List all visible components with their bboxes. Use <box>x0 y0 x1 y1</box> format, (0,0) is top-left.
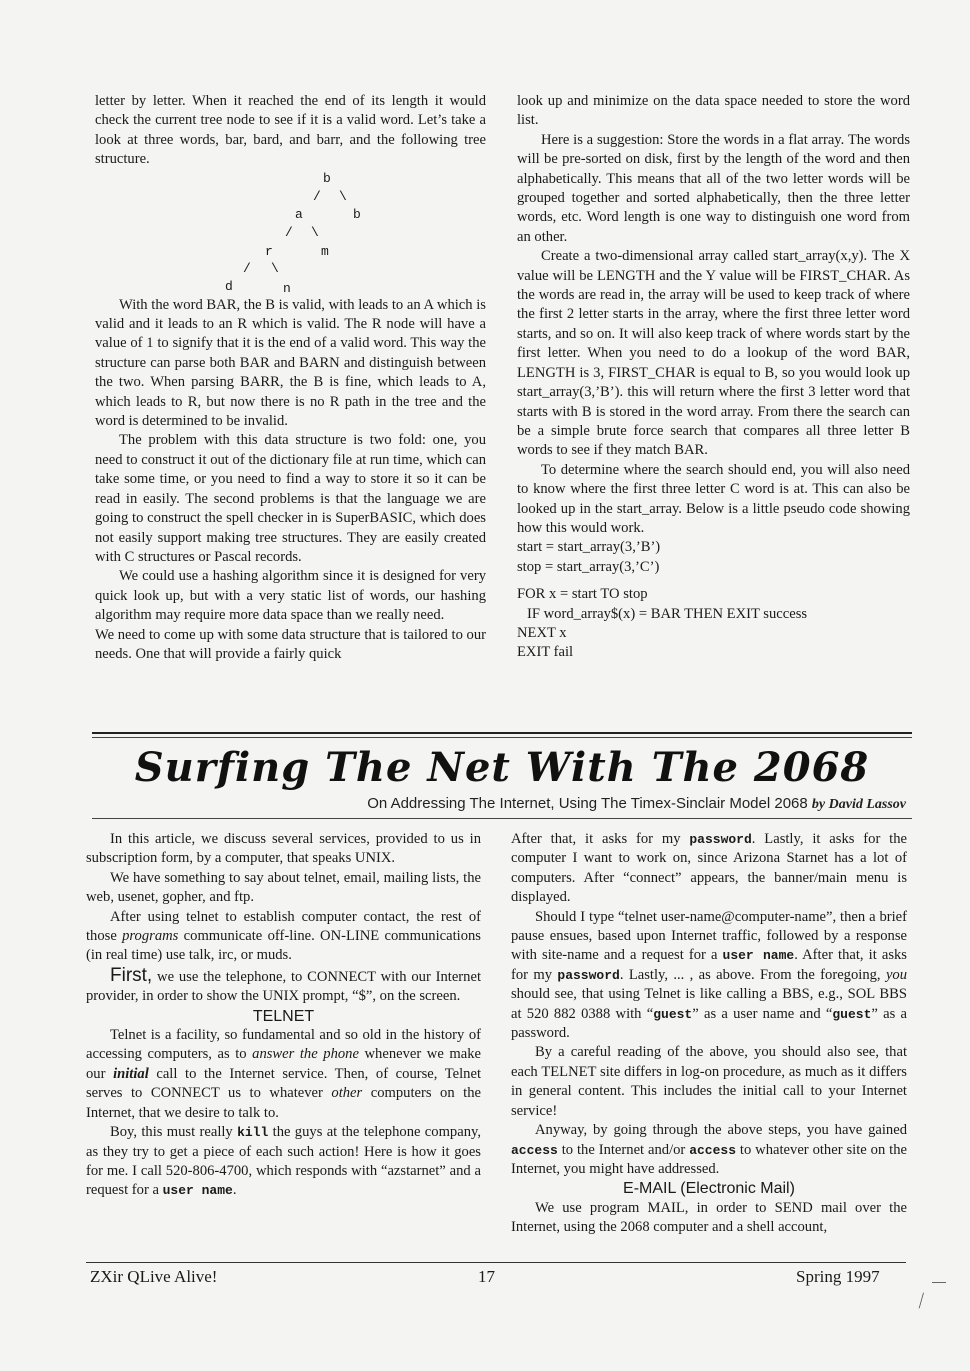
paragraph: With the word BAR, the B is valid, with leads to an A which is valid and it leads to an R which is valid. The R node will have a value of 1 to signify that it is the end of a valid word. This way the structure can parse both BAR and BARN and distinguish between the two. When parsing BARR, the B is fine, which leads to A, which leads to R, but now there is no R path in the tree and the word is determined to be invalid. <box>95 296 486 430</box>
pseudo-code <box>517 538 910 662</box>
paragraph: First, we use the telephone, to CONNECT with our Internet provider, in order to show the UNIX prompt, “$”, on the screen. <box>86 964 481 1005</box>
paragraph: We need to come up with some data structure that is tailored to our needs. One that will provide a fairly quick <box>95 626 486 662</box>
tree-node: d <box>225 278 233 294</box>
top-left-column <box>95 92 486 664</box>
paragraph: Boy, this must really kill the guys at the telephone company, as they try to get a piece of each such action! Here is how it goes for me. I call 520-806-4700, which responds with “azstarnet” and a request for a user name. <box>86 1124 482 1199</box>
article-author: by David Lassov <box>811 797 906 812</box>
tree-node: b <box>353 206 361 222</box>
paragraph: The problem with this data structure is two fold: one, you need to construct it out of the dictionary file at run time, which can take some time, or you need to find a way to store it so it can be read in easily. The second problems is that the language we are going to construct the spell checker in is SuperBASIC, which does not easily support making tree structures. They are easily created with C structures or Pascal records. <box>95 432 486 565</box>
paragraph: look up and minimize on the data space needed to store the word list. <box>517 93 910 129</box>
scan-mark: ⁄ <box>916 1290 927 1312</box>
footer-page-number: 17 <box>478 1267 495 1286</box>
tree-edge: \ <box>271 260 279 276</box>
divider-rule <box>92 737 912 738</box>
code-line: stop = start_array(3,’C’) <box>517 558 660 575</box>
divider-rule <box>92 818 912 819</box>
tree-node: a <box>295 206 303 222</box>
paragraph: Should I type “telnet user-name@computer-name”, then a brief pause ensues, based upon Internet traffic, followed by a response with site-name and a request for a user name. After that, it asks for my password. Lastly, ... , as above. From the foregoing, you should see, that using Telnet is like calling a BBS, e.g., SOL BBS at 520 882 0388 with “guest” as a user name and “guest” as a password. <box>511 908 908 1042</box>
code-line: FOR x = start TO stop <box>517 586 648 603</box>
bottom-right-column <box>511 830 907 1238</box>
footer-rule <box>86 1262 906 1263</box>
code-line: EXIT fail <box>517 644 574 661</box>
paragraph: We have something to say about telnet, email, mailing lists, the web, usenet, gopher, and ftp. <box>86 869 481 906</box>
tree-edge: \ <box>339 188 347 204</box>
article-subtitle: On Addressing The Internet, Using The Timex-Sinclair Model 2068 <box>367 795 808 812</box>
paragraph: By a careful reading of the above, you should also see, that each TELNET site differs in log-on procedure, as much as it differs in general content. This includes the initial call to your Internet service! <box>511 1044 907 1119</box>
tree-edge: / <box>243 260 251 276</box>
scan-mark <box>932 1282 946 1283</box>
tree-diagram <box>95 170 486 296</box>
paragraph: Here is a suggestion: Store the words in a flat array. The words will be pre-sorted on disk, first by the length of the word and then alphabetically. This means that all of the two letter words will be grouped together and sorted alphabetically, then the three letter words, etc. Word length is one way to distinguish one word from an other. <box>517 131 910 245</box>
paragraph: To determine where the search should end, you will also need to know where the first three letter C word is at. This can also be looked up in the start_array. Below is a little pseudo code showing how this would work. <box>517 461 910 536</box>
paragraph: We use program MAIL, in order to SEND mail over the Internet, using the 2068 computer and a shell account, <box>511 1199 907 1236</box>
article-headline: Surfing The Net With The 2068 <box>134 744 870 791</box>
paragraph: We could use a hashing algorithm since it is designed for very quick look up, but with a very static list of words, our hashing algorithm may require more data space than we really need. <box>95 568 486 624</box>
tree-node: b <box>323 170 331 186</box>
tree-node: m <box>321 243 329 259</box>
paragraph: letter by letter. When it reached the end of its length it would check the current tree node to see if it is a valid word. Let’s take a look at three words, bar, bard, and barr, and the following tree structure. <box>95 93 486 168</box>
paragraph: After using telnet to establish computer contact, the rest of those programs communicate off-line. ON-LINE communications (in real time) use talk, irc, or muds. <box>86 908 481 964</box>
section-heading-email: E-MAIL (Electronic Mail) <box>623 1180 795 1198</box>
paragraph: In this article, we discuss several services, provided to us in subscription form, by a computer, that speaks UNIX. <box>86 831 481 867</box>
tree-edge: \ <box>311 224 319 240</box>
bottom-left-column <box>86 830 481 1201</box>
paragraph: After that, it asks for my password. Lastly, it asks for the computer I want to work on, since Arizona Starnet has a lot of computers. After “connect” appears, the banner/main menu is displayed. <box>511 831 907 906</box>
section-heading-telnet: TELNET <box>252 1007 315 1025</box>
code-line: start = start_array(3,’B’) <box>517 539 661 556</box>
code-line: IF word_array$(x) = BAR THEN EXIT success <box>527 605 808 622</box>
tree-node: r <box>265 243 273 259</box>
tree-edge: / <box>313 188 321 204</box>
footer-publication: ZXir QLive Alive! <box>90 1267 218 1286</box>
article-byline <box>92 795 906 814</box>
tree-node: n <box>283 280 291 296</box>
code-line: NEXT x <box>517 624 567 641</box>
top-right-column <box>517 92 910 663</box>
paragraph: Create a two-dimensional array called start_array(x,y). The X value will be LENGTH and the Y value will be FIRST_CHAR. As the words are read in, the array will be used to keep track of where the first 2 letter starts in the array, where the first three letter word starts, and so on. It will also keep track of where words start by the first letter. When you need to do a lookup of the word BAR, LENGTH is 3, FIRST_CHAR is equal to B, so you would look up start_array(3,’B’). this will return where the first 3 letter word that starts with B is stored in the word array. From there the search can be a simple brute force search that compares all three letter B words to see if they match BAR. <box>517 248 910 459</box>
paragraph: Anyway, by going through the above steps, you have gained access to the Internet and/or access to whatever other site on the Internet, you might have addressed. <box>511 1122 907 1177</box>
paragraph: Telnet is a facility, so fundamental and so old in the history of accessing computers, as to answer the phone whenever we make our initial call to the Internet service. Then, of course, Telnet serves to CONNECT us to whatever other computers on the Internet, that we desire to talk to. <box>86 1027 481 1121</box>
footer-issue: Spring 1997 <box>796 1267 880 1286</box>
divider-rule <box>92 732 912 734</box>
tree-edge: / <box>285 224 293 240</box>
